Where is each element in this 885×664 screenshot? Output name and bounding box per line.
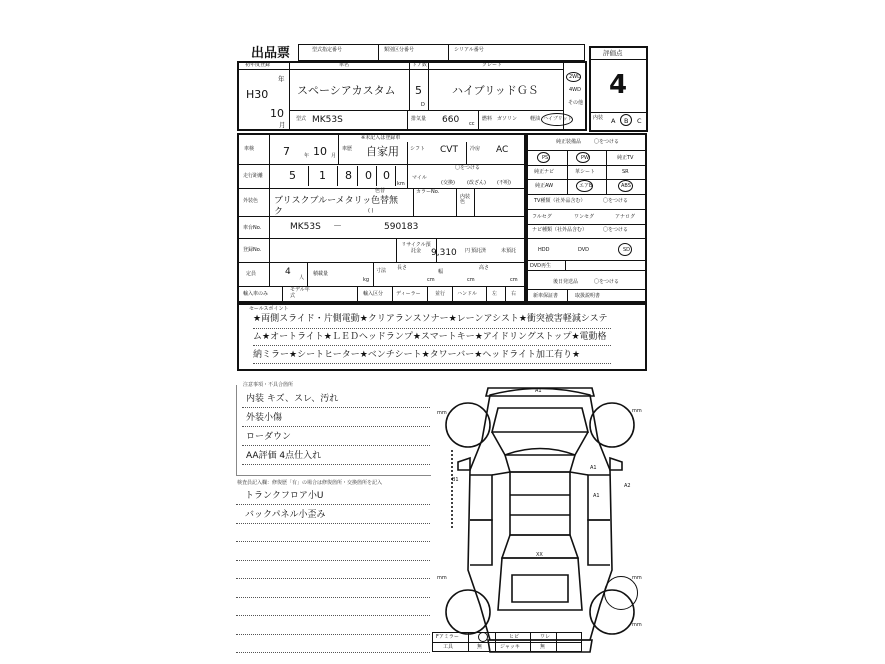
repaint-value: 色替無 xyxy=(371,196,399,206)
note-line-4: AA評価 4点仕入れ xyxy=(246,451,322,461)
length-label: 長さ xyxy=(397,265,408,271)
mark-right-door-front: A1 xyxy=(590,465,597,471)
equip-abs-circle-icon xyxy=(618,180,633,192)
equip-ps: PS xyxy=(542,155,549,161)
first-registration-label: 初年度登録 xyxy=(245,62,271,68)
mm-front-left: mm xyxy=(437,410,447,416)
length-unit: cm xyxy=(427,277,435,283)
size-label: 寸法 xyxy=(376,268,387,274)
note-line-1: 内装 キズ、スレ、汚れ xyxy=(246,394,339,404)
after-shipment-note: 〇をつける xyxy=(594,279,620,285)
jack-label: ジャッキ xyxy=(500,644,520,650)
steering-right: 右 xyxy=(511,291,517,297)
drive-4wd: 4WD xyxy=(569,87,581,93)
mirror-circle-icon xyxy=(478,632,488,642)
meter-label: マイル xyxy=(412,175,427,181)
equip-aw: 純正AW xyxy=(535,183,554,189)
recycle-deposited: 預託済 xyxy=(471,248,487,254)
equip-airbag-circle-icon xyxy=(576,180,593,192)
bottom-header-4: ワレ xyxy=(540,634,551,640)
equip-pw: PW xyxy=(581,155,589,161)
mm-front-right: mm xyxy=(632,408,642,414)
interior-grade-label: 内装 xyxy=(593,115,604,121)
score-label: 評価点 xyxy=(603,49,623,57)
dvd-playback-label: DVD再生 xyxy=(530,263,552,269)
score-value: 4 xyxy=(609,70,628,100)
drive-2wd: 2WD xyxy=(569,74,581,80)
ac-label: 冷房 xyxy=(470,146,481,152)
height-unit: cm xyxy=(510,277,518,283)
chassis-number: 590183 xyxy=(384,222,419,232)
doors-label: ドア数 xyxy=(412,62,427,68)
registration-month: 10 xyxy=(270,107,284,120)
shaken-year: 7 xyxy=(283,145,290,158)
equip-navi: 純正ナビ xyxy=(534,169,555,175)
shaken-month-unit: 月 xyxy=(331,153,337,159)
equip-abs: ABS xyxy=(621,183,631,189)
drive-other: その他 xyxy=(568,100,584,106)
recycle-amount: 9,310 xyxy=(431,248,457,258)
notes-label: 注意事項・不具合箇所 xyxy=(243,382,294,388)
after-shipment-label: 後日発送品 xyxy=(553,279,579,285)
mileage-digit-5: 0 xyxy=(383,169,390,182)
tv-oneseg: ワンセグ xyxy=(574,214,595,220)
spare-tire-icon xyxy=(604,576,638,610)
form-title: 出品票 xyxy=(251,46,291,61)
meter-tampered: (改ざん) xyxy=(467,180,486,186)
interior-b-circle-icon xyxy=(620,114,632,126)
warranty-book: 新車保証書 xyxy=(533,293,559,299)
exterior-color-value: ブリスクブルーメタリック xyxy=(274,196,372,217)
unfilled-note: ※未記入は登録車 xyxy=(361,135,401,141)
doors-value: 5 xyxy=(415,84,422,97)
equip-airbag: エアB xyxy=(579,183,593,189)
equip-tv: 純正TV xyxy=(617,155,634,161)
mm-rear-left: mm xyxy=(437,575,447,581)
navi-hdd: HDD xyxy=(538,247,550,253)
chassis-label: 車台No. xyxy=(243,225,262,231)
navi-type-note: 〇をつける xyxy=(603,227,629,233)
model-value: MK53S xyxy=(312,115,343,125)
navi-type-label: ナビ種類（社外品含む） xyxy=(532,227,588,233)
interior-grade-a: A xyxy=(611,117,616,125)
fuel-hybrid-circle-icon xyxy=(541,113,573,126)
meter-replaced: (交換) xyxy=(441,180,455,186)
equip-ps-circle-icon xyxy=(537,152,550,163)
category-number-label: 類別区分番号 xyxy=(384,47,415,53)
fuel-hybrid: ハイブリット xyxy=(543,116,573,122)
dealer-option: ディーラー xyxy=(396,291,421,297)
note-line-3: ローダウン xyxy=(246,432,292,442)
navi-sd: SD xyxy=(623,247,631,253)
bottom-header-3: ヒビ xyxy=(509,634,520,640)
equip-sr: SR xyxy=(622,169,629,175)
meter-unknown: (不明) xyxy=(497,180,511,186)
car-damage-diagram xyxy=(430,380,650,664)
drive-2wd-circle-icon xyxy=(566,72,581,82)
fuel-label: 燃料 xyxy=(482,116,493,122)
recycle-not-deposited: 未預託 xyxy=(501,248,517,254)
year-unit: 年 xyxy=(278,75,285,83)
mileage-label: 走行距離 xyxy=(243,173,264,179)
type-designation-label: 型式指定番号 xyxy=(312,47,343,53)
car-name-label: 車名 xyxy=(339,62,350,68)
sales-point-line-2: ム★オートライト★ＬＥＤヘッドランプ★スマートキー★アイドリングストップ★電動格 xyxy=(253,332,607,342)
mm-rear-right: mm xyxy=(632,575,642,581)
capacity-value: 4 xyxy=(285,267,291,277)
serial-number-label: シリアル番号 xyxy=(454,47,484,53)
inspector-label: 検査員記入欄：修復歴「有」の場合は修復箇所・交換箇所を記入 xyxy=(237,480,383,486)
shaken-year-unit: 年 xyxy=(304,153,310,159)
recycle-label: リサイクル預託金 xyxy=(401,242,431,254)
width-label: 幅 xyxy=(438,269,444,275)
mark-rear: XX xyxy=(536,552,543,558)
displacement-label: 排気量 xyxy=(411,116,427,122)
mark-front-bumper: A1 xyxy=(535,388,542,394)
doors-unit: D xyxy=(421,102,425,108)
fuel-diesel: 軽油 xyxy=(530,116,541,122)
displacement-value: 660 xyxy=(442,115,460,125)
mileage-digit-2: 1 xyxy=(319,169,326,182)
equipment-note: 〇をつける xyxy=(594,139,620,145)
mileage-unit: km xyxy=(397,181,405,187)
sales-point-line-1: ★両側スライド・片側電動★クリアランスソナー★レーンアシスト★衝突被害軽減システ xyxy=(253,314,608,324)
grade-label: グレード xyxy=(482,62,503,68)
registration-era-year: H30 xyxy=(246,88,269,101)
steering-left: 左 xyxy=(492,291,498,297)
tv-type-note: 〇をつける xyxy=(603,198,629,204)
mark-left-side: B1 xyxy=(452,477,459,483)
displacement-unit: cc xyxy=(469,121,475,127)
jack-value: 無 xyxy=(540,644,546,650)
sales-points-label: セールスポイント xyxy=(249,306,289,312)
import-category-label: 輸入区分 xyxy=(363,291,384,297)
repaint-label: 色替 xyxy=(375,188,386,194)
shaken-label: 車検 xyxy=(244,146,255,152)
shift-label: シフト xyxy=(410,146,426,152)
inspector-line-1: トランクフロア小U xyxy=(245,491,324,501)
tv-type-label: TV種類（社外品含む） xyxy=(534,198,586,204)
mileage-digit-1: 5 xyxy=(289,169,296,182)
capacity-unit: 人 xyxy=(299,275,305,281)
interior-color-label: 内装色 xyxy=(460,194,471,205)
model-label: 型式 xyxy=(296,116,307,122)
inspector-line-2: バックパネル小歪み xyxy=(245,510,326,520)
car-name: スペーシアカスタム xyxy=(297,84,396,97)
mileage-circle-note: 〇をつける xyxy=(455,165,481,171)
tools-value: 無 xyxy=(477,644,483,650)
grade-value: ハイブリッドＧＳ xyxy=(452,84,539,97)
model-year-label: モデル年式 xyxy=(290,287,310,299)
steering-label: ハンドル xyxy=(457,291,478,297)
interior-grade-c: C xyxy=(637,117,642,125)
width-unit: cm xyxy=(467,277,475,283)
usage-value: 自家用 xyxy=(366,145,399,158)
color-no-label: カラーNo. xyxy=(416,189,440,195)
chassis-dash: － xyxy=(333,222,343,232)
bottom-header-1: Fアミラー xyxy=(436,634,459,640)
shift-value: CVT xyxy=(440,145,458,155)
recycle-unit: 円 xyxy=(465,248,471,254)
registration-no-label: 登録No. xyxy=(243,247,262,253)
instruction-manual: 取扱説明書 xyxy=(575,293,601,299)
shaken-month: 10 xyxy=(313,145,327,158)
exterior-color-label: 外装色 xyxy=(243,198,259,204)
height-label: 高さ xyxy=(479,265,490,271)
ac-value: AC xyxy=(496,145,509,155)
chassis-model: MK53S xyxy=(290,222,321,232)
equipment-title: 純正装備品 xyxy=(556,139,582,145)
load-label: 積載量 xyxy=(313,271,329,277)
usage-label: 車歴 xyxy=(342,146,353,152)
tools-label: 工具 xyxy=(443,644,454,650)
mark-right-door-rear: A1 xyxy=(593,493,600,499)
month-unit: 月 xyxy=(279,121,286,129)
capacity-label: 定員 xyxy=(246,271,257,277)
tv-analog: アナログ xyxy=(615,214,636,220)
navi-sd-circle-icon xyxy=(618,243,632,256)
interior-grade-b: B xyxy=(624,117,629,125)
navi-dvd: DVD xyxy=(578,247,590,253)
sales-point-line-3: 納ミラー★シートヒーター★ベンチシート★タワーバー★ヘッドライト加工有り★ xyxy=(253,350,581,360)
load-unit: kg xyxy=(363,277,370,283)
import-only-label: 輸入車のみ xyxy=(243,291,269,297)
note-line-2: 外装小傷 xyxy=(246,413,283,423)
equip-leather: 革シート xyxy=(575,169,596,175)
mm-spare: mm xyxy=(632,622,642,628)
repaint-paren: ( ) xyxy=(368,208,374,214)
equip-pw-circle-icon xyxy=(576,152,590,163)
inspection-table xyxy=(237,133,526,303)
mileage-digit-3: 8 xyxy=(345,169,352,182)
parallel-option: 並行 xyxy=(435,291,446,297)
tv-fullseg: フルセグ xyxy=(532,214,552,220)
mileage-digit-4: 0 xyxy=(365,169,372,182)
mark-right-side: A2 xyxy=(624,483,631,489)
fuel-gasoline: ガソリン xyxy=(497,116,518,122)
